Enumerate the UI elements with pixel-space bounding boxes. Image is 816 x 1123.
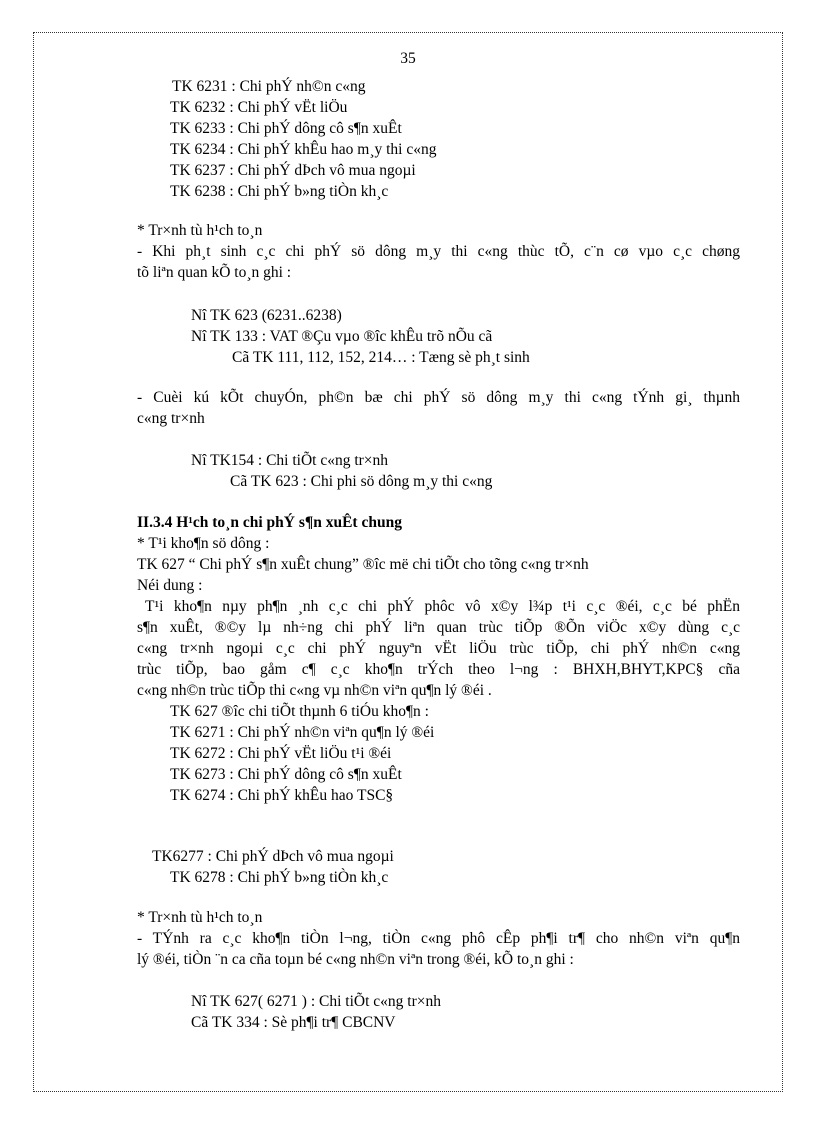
text-line: TK 6274 : Chi phÝ khÊu hao TSC§	[170, 787, 394, 804]
text-line: - Khi ph¸t sinh c¸c chi phÝ sö dông m¸y thi c«ng thùc tÕ, c¨n cø vµo c¸c chøng	[137, 243, 740, 260]
text-line: TK 627 ®îc chi tiÕt thµnh 6 tiÓu kho¶n :	[170, 703, 429, 720]
text-line: TK 6234 : Chi phÝ khÊu hao m¸y thi c«ng	[170, 141, 437, 158]
text-line: TK 627 “ Chi phÝ s¶n xuÊt chung” ®îc më chi tiÕt cho tõng c«ng tr×nh	[137, 556, 589, 573]
text-line: - TÝnh ra c¸c kho¶n tiÒn l¬ng, tiÒn c«ng phô cÊp ph¶i tr¶ cho nh©n viªn qu¶n	[137, 930, 740, 947]
page-number: 35	[400, 50, 416, 67]
text-line: TK 6272 : Chi phÝ vËt liÖu t¹i ®éi	[170, 745, 392, 762]
text-line: Cã TK 623 : Chi phi sö dông m¸y thi c«ng	[230, 473, 493, 490]
section-heading: II.3.4 H¹ch to¸n chi phÝ s¶n xuÊt chung	[137, 514, 402, 531]
text-line: Cã TK 111, 112, 152, 214… : Tæng sè ph¸t sinh	[232, 349, 530, 366]
text-line: c«ng tr×nh	[137, 410, 205, 427]
text-line: tõ liªn quan kÕ to¸n ghi :	[137, 264, 292, 281]
text-line: s¶n xuÊt, ®©y lµ nh÷ng chi phÝ liªn quan trùc tiÕp ®Õn viÖc x©y dùng c¸c	[137, 619, 740, 636]
text-line: TK 6233 : Chi phÝ dông cô s¶n xuÊt	[170, 120, 402, 137]
text-line: Nî TK 623 (6231..6238)	[191, 307, 342, 324]
text-line: Nî TK154 : Chi tiÕt c«ng tr×nh	[191, 452, 389, 469]
text-line: lý ®éi, tiÒn ¨n ca cña toµn bé c«ng nh©n viªn trong ®éi, kÕ to¸n ghi :	[137, 951, 574, 968]
text-line: TK 6271 : Chi phÝ nh©n viªn qu¶n lý ®éi	[170, 724, 435, 741]
text-line: Nî TK 627( 6271 ) : Chi tiÕt c«ng tr×nh	[191, 993, 441, 1010]
text-line: TK 6273 : Chi phÝ dông cô s¶n xuÊt	[170, 766, 402, 783]
text-line: TK 6278 : Chi phÝ b»ng tiÒn kh¸c	[170, 869, 389, 886]
text-line: TK6277 : Chi phÝ dÞch vô mua ngoµi	[152, 848, 394, 865]
text-line: - Cuèi kú kÕt chuyÓn, ph©n bæ chi phÝ sö dông m¸y thi c«ng tÝnh gi¸ thµnh	[137, 389, 740, 406]
text-line: * T¹i kho¶n sö dông :	[137, 535, 270, 552]
text-line: c«ng nh©n trùc tiÕp thi c«ng vµ nh©n viªn qu¶n lý ®éi .	[137, 682, 492, 699]
text-line: trùc tiÕp, bao gåm c¶ c¸c kho¶n trÝch theo l¬ng : BHXH,BHYT,KPC§ cña	[137, 661, 740, 678]
text-line: Nî TK 133 : VAT ®Çu vµo ®îc khÊu trõ nÕu cã	[191, 328, 493, 345]
text-line: T¹i kho¶n nµy ph¶n ¸nh c¸c chi phÝ phôc vô x©y l¾p t¹i c¸c ®éi, c¸c bé phËn	[145, 598, 740, 615]
text-line: TK 6232 : Chi phÝ vËt liÖu	[170, 99, 348, 116]
text-line: c«ng tr×nh ngoµi c¸c chi phÝ nguyªn vËt liÖu trùc tiÕp, chi phÝ nh©n c«ng	[137, 640, 740, 657]
text-line: * Tr×nh tù h¹ch to¸n	[137, 909, 263, 926]
text-line: TK 6237 : Chi phÝ dÞch vô mua ngoµi	[170, 162, 416, 179]
text-line: * Tr×nh tù h¹ch to¸n	[137, 222, 263, 239]
text-line: TK 6231 : Chi phÝ nh©n c«ng	[172, 78, 366, 95]
text-line: Cã TK 334 : Sè ph¶i tr¶ CBCNV	[191, 1014, 396, 1031]
text-line: TK 6238 : Chi phÝ b»ng tiÒn kh¸c	[170, 183, 389, 200]
text-line: Néi dung :	[137, 577, 203, 594]
